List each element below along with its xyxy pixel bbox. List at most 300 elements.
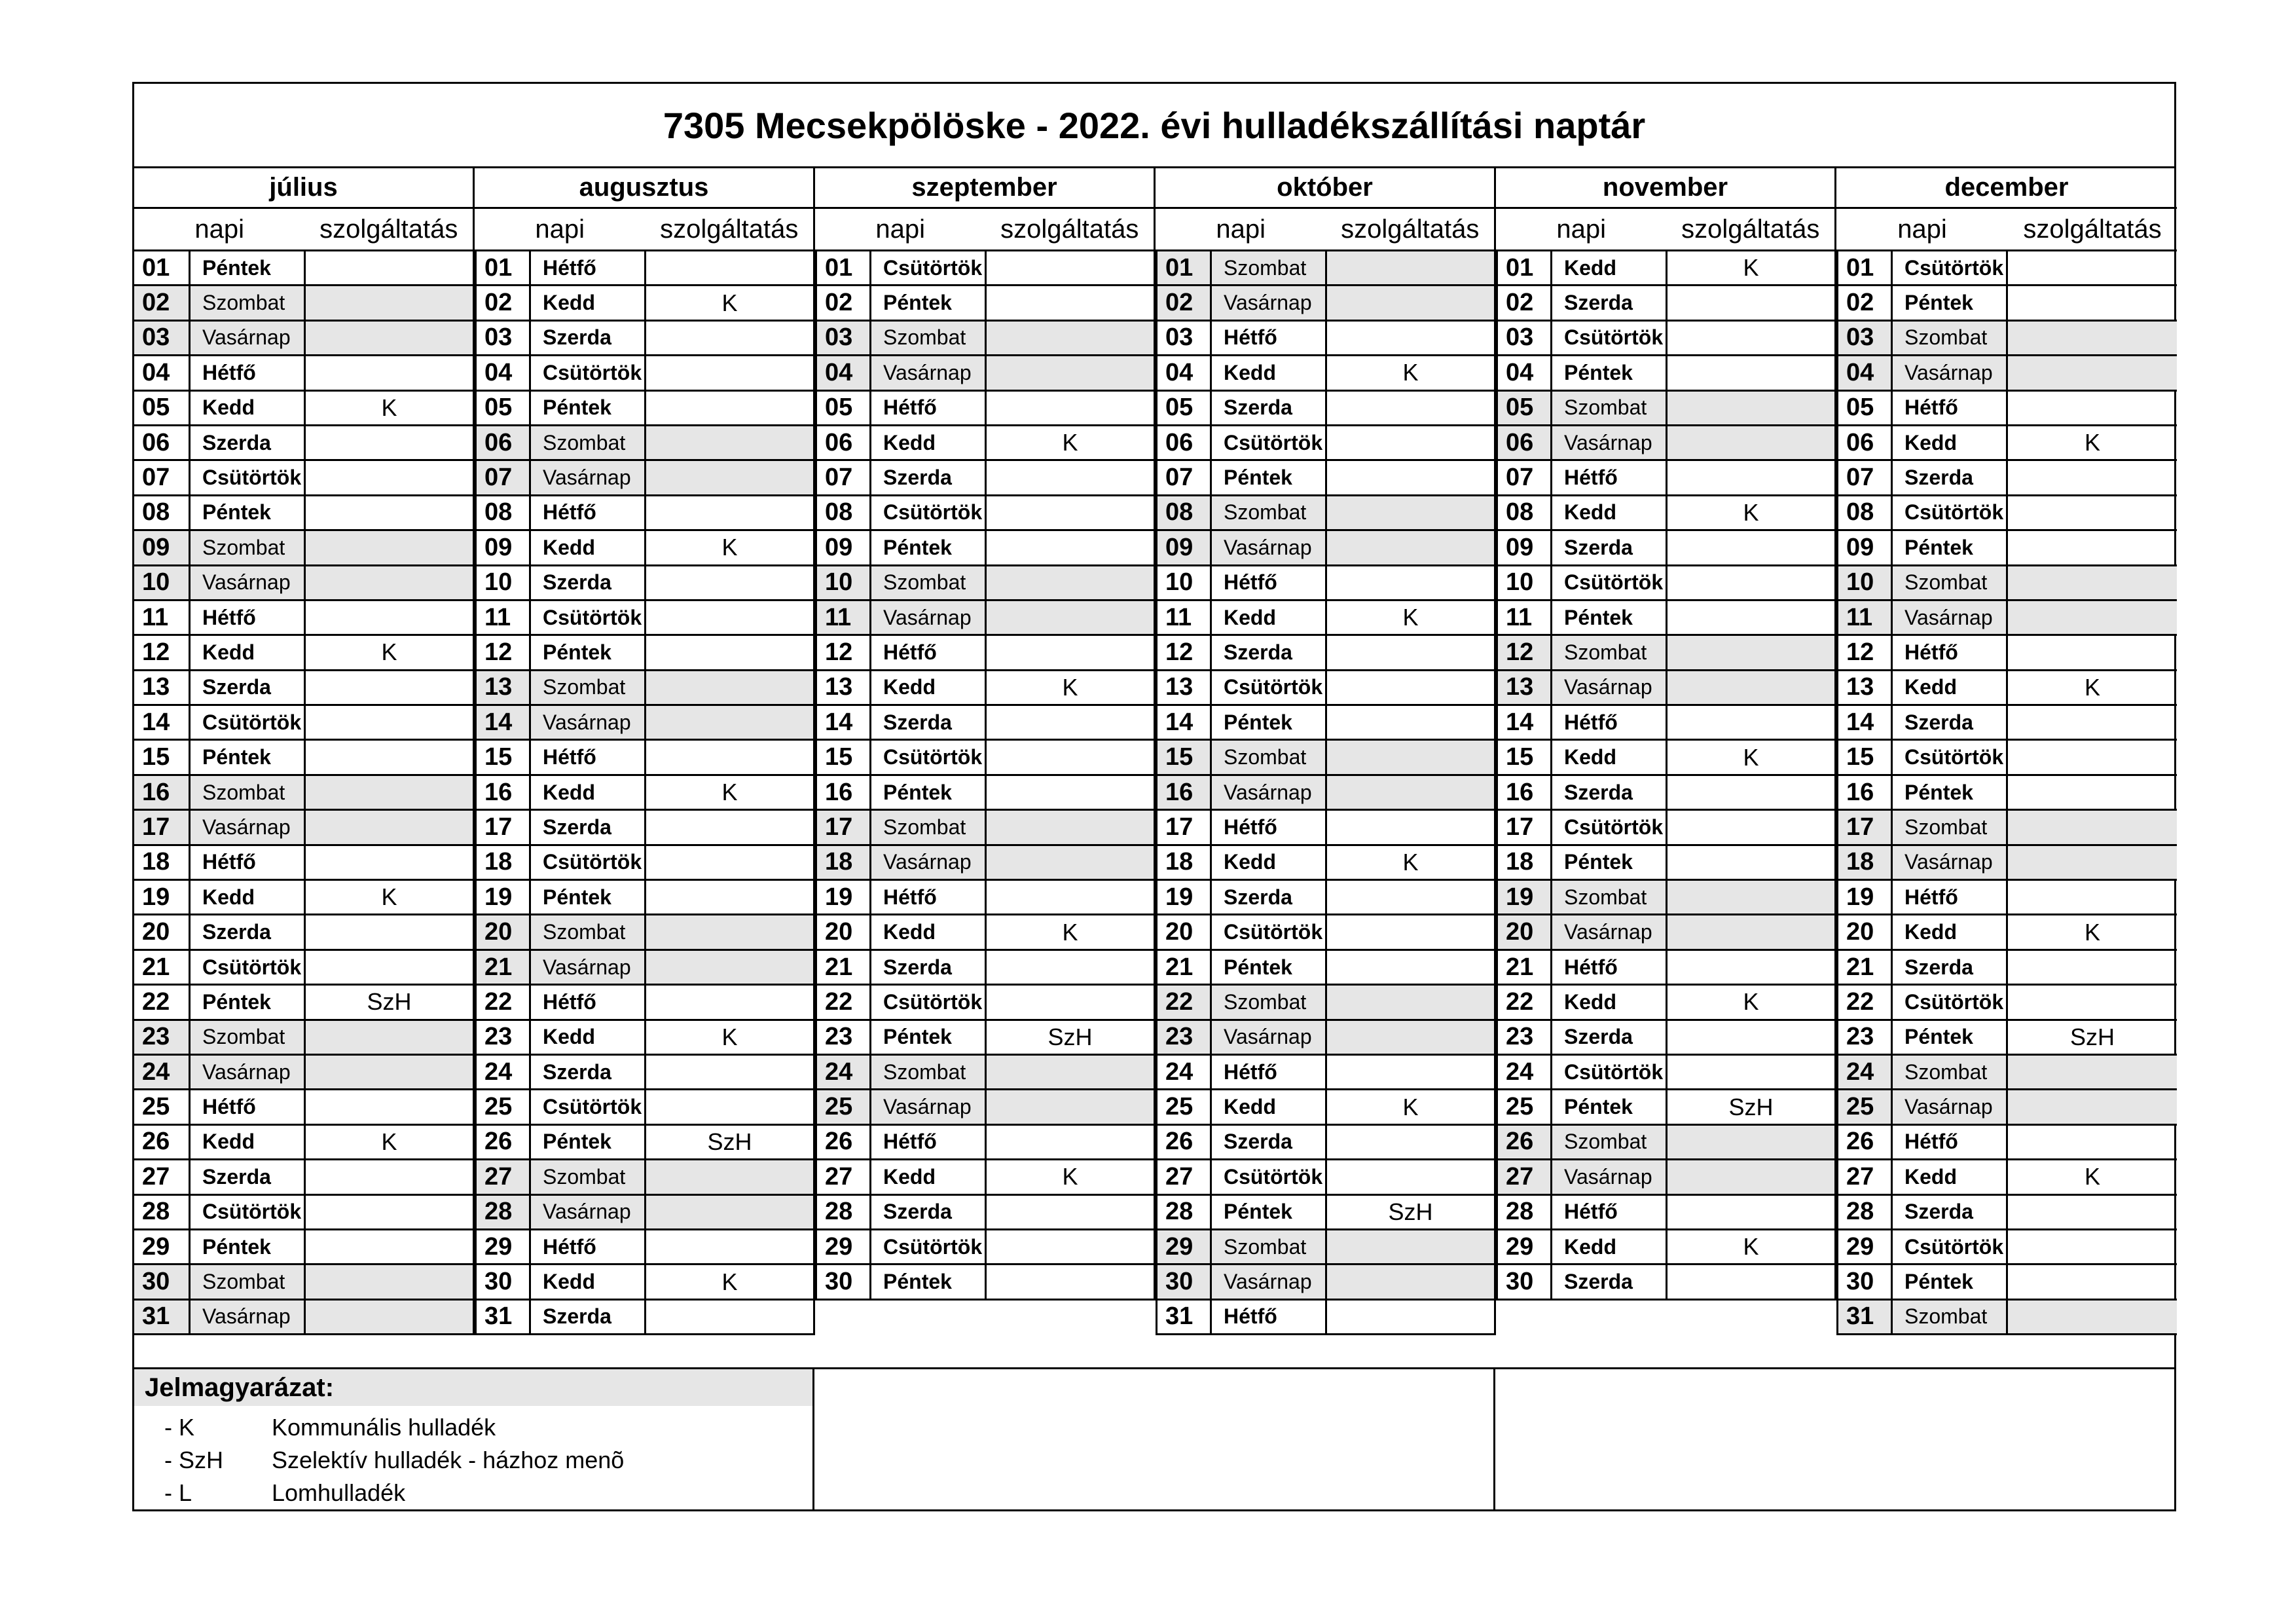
day-number: 25 — [1156, 1090, 1212, 1123]
weekday-name: Szombat — [1552, 392, 1667, 424]
day-number: 07 — [1156, 461, 1212, 494]
service-code: K — [306, 1126, 475, 1158]
service-code — [306, 1056, 475, 1088]
weekday-name: Vasárnap — [1893, 846, 2008, 879]
day-row — [1836, 1021, 2177, 1056]
service-code — [1327, 426, 1496, 459]
month-header: augusztus — [475, 168, 815, 209]
weekday-name: Csütörtök — [871, 986, 987, 1018]
weekday-name: Péntek — [1212, 951, 1327, 984]
day-row — [134, 915, 475, 950]
weekday-name: Szombat — [191, 286, 306, 319]
day-number: 17 — [134, 811, 191, 843]
service-code — [1667, 881, 1836, 913]
day-row — [1496, 392, 1836, 426]
day-row — [1156, 531, 1496, 566]
day-row — [1496, 1160, 1836, 1195]
service-code: SzH — [987, 1021, 1156, 1054]
service-code — [306, 951, 475, 984]
service-code — [1327, 322, 1496, 354]
weekday-name: Hétfő — [191, 601, 306, 634]
subheader-service: szolgáltatás — [660, 214, 799, 244]
day-row — [475, 776, 815, 811]
service-code: K — [1667, 1230, 1836, 1263]
day-row — [134, 881, 475, 915]
weekday-name: Szombat — [1893, 811, 2008, 843]
weekday-name: Vasárnap — [1212, 1265, 1327, 1298]
day-row — [1496, 1126, 1836, 1160]
service-code — [1667, 1021, 1836, 1054]
day-row — [475, 286, 815, 321]
service-code — [987, 322, 1156, 354]
day-row — [1496, 1196, 1836, 1230]
day-row — [815, 601, 1156, 636]
weekday-name: Péntek — [191, 496, 306, 529]
day-row — [1496, 1265, 1836, 1300]
weekday-name: Hétfő — [871, 392, 987, 424]
day-row — [1836, 706, 2177, 741]
weekday-name: Szerda — [1552, 531, 1667, 564]
day-row — [1836, 671, 2177, 706]
service-code — [646, 426, 815, 459]
service-code — [1327, 566, 1496, 599]
service-code — [987, 1056, 1156, 1088]
weekday-name: Vasárnap — [871, 846, 987, 879]
day-number: 06 — [815, 426, 871, 459]
service-code — [1327, 1160, 1496, 1193]
day-row — [1836, 566, 2177, 601]
day-row — [1496, 1090, 1836, 1125]
weekday-name: Vasárnap — [1552, 426, 1667, 459]
service-code — [2008, 776, 2177, 809]
service-code — [2008, 706, 2177, 739]
service-code — [987, 951, 1156, 984]
day-row — [1156, 1230, 1496, 1265]
subheader-service: szolgáltatás — [1681, 214, 1820, 244]
weekday-name: Péntek — [1552, 846, 1667, 879]
day-row — [475, 951, 815, 986]
day-row — [1496, 1056, 1836, 1090]
weekday-name: Csütörtök — [1893, 1230, 2008, 1263]
day-row — [475, 251, 815, 286]
day-number: 28 — [815, 1196, 871, 1228]
day-number: 21 — [815, 951, 871, 984]
day-number: 15 — [1496, 741, 1552, 773]
day-number: 17 — [1836, 811, 1893, 843]
service-code — [987, 356, 1156, 389]
day-row — [1496, 986, 1836, 1020]
service-code — [2008, 1126, 2177, 1158]
day-number: 08 — [815, 496, 871, 529]
day-number: 10 — [815, 566, 871, 599]
day-row — [815, 1265, 1156, 1300]
weekday-name: Csütörtök — [191, 706, 306, 739]
service-code — [2008, 811, 2177, 843]
service-code — [2008, 531, 2177, 564]
day-number: 09 — [475, 531, 531, 564]
weekday-name: Kedd — [531, 286, 646, 319]
service-code — [1327, 986, 1496, 1018]
day-row — [1156, 741, 1496, 775]
service-code: K — [2084, 918, 2100, 946]
month-header: december — [1836, 168, 2177, 209]
day-row — [1156, 846, 1496, 881]
weekday-name: Vasárnap — [531, 1196, 646, 1228]
legend-cell — [134, 1369, 814, 1511]
legend-text: Szelektív hulladék - házhoz menõ — [272, 1447, 625, 1473]
day-number: 23 — [1496, 1021, 1552, 1054]
column-subheader — [815, 209, 1156, 251]
legend-code: - K — [164, 1414, 195, 1441]
weekday-name: Szerda — [191, 1160, 306, 1193]
day-row — [1836, 251, 2177, 286]
service-code — [646, 1230, 815, 1263]
legend-text: Lomhulladék — [272, 1479, 406, 1506]
day-row — [1496, 1021, 1836, 1056]
weekday-name: Szombat — [1212, 741, 1327, 773]
day-row — [1156, 1090, 1496, 1125]
day-number: 19 — [1156, 881, 1212, 913]
weekday-name: Szerda — [1552, 776, 1667, 809]
day-number: 04 — [815, 356, 871, 389]
weekday-name: Csütörtök — [1212, 671, 1327, 704]
day-row — [1156, 601, 1496, 636]
weekday-name: Péntek — [1552, 356, 1667, 389]
weekday-name: Csütörtök — [531, 846, 646, 879]
day-row — [1496, 951, 1836, 986]
day-number: 07 — [134, 461, 191, 494]
weekday-name: Csütörtök — [871, 741, 987, 773]
service-code: K — [1327, 356, 1496, 389]
service-code: K — [306, 881, 475, 913]
day-number: 20 — [815, 915, 871, 948]
day-number: 20 — [475, 915, 531, 948]
service-code — [987, 566, 1156, 599]
day-number: 14 — [1496, 706, 1552, 739]
service-code — [987, 1126, 1156, 1158]
weekday-name: Péntek — [1893, 1265, 2008, 1298]
service-code — [2008, 951, 2177, 984]
service-code — [2008, 356, 2177, 389]
weekday-name: Szerda — [871, 1196, 987, 1228]
weekday-name: Péntek — [871, 1265, 987, 1298]
day-row — [1836, 636, 2177, 671]
day-number: 29 — [134, 1230, 191, 1263]
weekday-name: Szerda — [531, 1056, 646, 1088]
day-number: 07 — [815, 461, 871, 494]
day-number: 26 — [475, 1126, 531, 1158]
service-code — [1327, 531, 1496, 564]
day-row — [815, 251, 1156, 286]
weekday-name: Péntek — [871, 776, 987, 809]
weekday-name: Szombat — [871, 1056, 987, 1088]
day-row — [475, 881, 815, 915]
day-number: 12 — [1156, 636, 1212, 669]
day-number: 14 — [134, 706, 191, 739]
service-code — [987, 531, 1156, 564]
day-row — [1496, 706, 1836, 741]
weekday-name: Kedd — [1552, 986, 1667, 1018]
legend-item — [134, 1411, 812, 1444]
weekday-name: Vasárnap — [191, 811, 306, 843]
column-subheader — [1156, 209, 1496, 251]
day-row — [1156, 356, 1496, 391]
weekday-name: Szombat — [1552, 1126, 1667, 1158]
service-code — [1327, 671, 1496, 704]
day-row — [475, 1126, 815, 1160]
day-row — [1496, 531, 1836, 566]
day-row — [475, 671, 815, 706]
day-number: 14 — [475, 706, 531, 739]
day-number: 05 — [475, 392, 531, 424]
day-row — [815, 1090, 1156, 1125]
day-number: 04 — [1156, 356, 1212, 389]
service-code — [987, 251, 1156, 284]
weekday-name: Vasárnap — [191, 566, 306, 599]
service-code: SzH — [1667, 1090, 1836, 1123]
day-row — [1156, 776, 1496, 811]
weekday-name: Péntek — [1893, 1021, 2008, 1054]
day-row — [134, 392, 475, 426]
weekday-name: Hétfő — [1893, 881, 2008, 913]
day-row — [1836, 1196, 2177, 1230]
weekday-name: Hétfő — [1893, 1126, 2008, 1158]
weekday-name: Kedd — [871, 1160, 987, 1193]
day-row — [134, 322, 475, 356]
day-row — [815, 1196, 1156, 1230]
day-number: 15 — [134, 741, 191, 773]
weekday-name: Hétfő — [1212, 566, 1327, 599]
day-number: 03 — [815, 322, 871, 354]
weekday-name: Kedd — [531, 531, 646, 564]
service-code — [306, 1196, 475, 1228]
day-number: 18 — [134, 846, 191, 879]
service-code — [987, 741, 1156, 773]
service-code — [987, 601, 1156, 634]
day-number: 02 — [1496, 286, 1552, 319]
day-number: 23 — [1156, 1021, 1212, 1054]
service-code — [1327, 741, 1496, 773]
day-row — [1496, 251, 1836, 286]
day-number: 02 — [475, 286, 531, 319]
weekday-name: Csütörtök — [871, 496, 987, 529]
day-row — [475, 1230, 815, 1265]
day-row — [1836, 356, 2177, 391]
service-code — [1667, 531, 1836, 564]
day-number: 26 — [1156, 1126, 1212, 1158]
weekday-name: Vasárnap — [531, 461, 646, 494]
service-code: K — [1327, 1090, 1496, 1123]
weekday-name: Szerda — [1212, 881, 1327, 913]
day-number: 19 — [1496, 881, 1552, 913]
weekday-name: Péntek — [1552, 1090, 1667, 1123]
day-number: 04 — [475, 356, 531, 389]
weekday-name: Vasárnap — [1552, 671, 1667, 704]
day-row — [134, 461, 475, 496]
service-code — [646, 986, 815, 1018]
day-number: 30 — [475, 1265, 531, 1298]
day-number: 28 — [1836, 1196, 1893, 1228]
service-code — [646, 461, 815, 494]
service-code — [646, 915, 815, 948]
day-number: 12 — [1496, 636, 1552, 669]
weekday-name: Csütörtök — [1893, 986, 2008, 1018]
weekday-name: Csütörtök — [1552, 1056, 1667, 1088]
service-code — [1327, 811, 1496, 843]
weekday-name: Szerda — [191, 671, 306, 704]
weekday-name: Kedd — [1552, 251, 1667, 284]
day-number: 30 — [134, 1265, 191, 1298]
service-code — [646, 322, 815, 354]
day-number: 25 — [475, 1090, 531, 1123]
day-number: 13 — [1156, 671, 1212, 704]
day-number: 21 — [1496, 951, 1552, 984]
service-code — [1667, 286, 1836, 319]
day-row — [1156, 1056, 1496, 1090]
service-code: K — [306, 636, 475, 669]
service-code — [1667, 1265, 1836, 1298]
day-row — [134, 811, 475, 845]
day-row — [1496, 636, 1836, 671]
weekday-name: Hétfő — [191, 356, 306, 389]
weekday-name: Péntek — [531, 1126, 646, 1158]
day-number: 01 — [134, 251, 191, 284]
day-row — [1836, 392, 2177, 426]
service-code — [987, 846, 1156, 879]
day-row — [1836, 1265, 2177, 1300]
weekday-name: Vasárnap — [871, 1090, 987, 1123]
day-row — [815, 1056, 1156, 1090]
legend-empty-cell — [814, 1369, 1495, 1511]
day-number: 05 — [1156, 392, 1212, 424]
day-number: 27 — [1496, 1160, 1552, 1193]
weekday-name: Vasárnap — [191, 1301, 306, 1333]
day-row — [134, 601, 475, 636]
weekday-name: Szombat — [871, 566, 987, 599]
service-code — [1667, 776, 1836, 809]
service-code: K — [646, 1265, 815, 1298]
weekday-name: Hétfő — [1552, 1196, 1667, 1228]
day-number: 28 — [1496, 1196, 1552, 1228]
day-number: 05 — [1836, 392, 1893, 424]
weekday-name: Csütörtök — [1893, 251, 2008, 284]
day-row — [1496, 915, 1836, 950]
day-row — [475, 322, 815, 356]
day-row — [1156, 426, 1496, 461]
weekday-name: Csütörtök — [871, 251, 987, 284]
weekday-name: Vasárnap — [871, 601, 987, 634]
day-number: 16 — [134, 776, 191, 809]
day-number: 11 — [1156, 601, 1212, 634]
weekday-name: Szerda — [1552, 1021, 1667, 1054]
service-code — [306, 671, 475, 704]
weekday-name: Hétfő — [1893, 636, 2008, 669]
service-code — [2008, 881, 2177, 913]
day-row — [475, 426, 815, 461]
service-code — [306, 496, 475, 529]
service-code — [646, 881, 815, 913]
service-code — [2008, 636, 2177, 669]
service-code — [646, 1056, 815, 1088]
service-code — [1327, 1230, 1496, 1263]
weekday-name: Szombat — [871, 811, 987, 843]
service-code — [1327, 1021, 1496, 1054]
day-row — [815, 846, 1156, 881]
service-code — [1667, 1056, 1836, 1088]
column-subheader — [134, 209, 475, 251]
weekday-name: Csütörtök — [1552, 566, 1667, 599]
day-row — [475, 496, 815, 531]
weekday-name: Szombat — [531, 426, 646, 459]
service-code — [306, 915, 475, 948]
weekday-name: Csütörtök — [191, 951, 306, 984]
weekday-name: Péntek — [1212, 706, 1327, 739]
day-number: 11 — [1836, 601, 1893, 634]
weekday-name: Szombat — [191, 531, 306, 564]
weekday-name: Péntek — [191, 741, 306, 773]
day-row — [1156, 496, 1496, 531]
day-number: 13 — [134, 671, 191, 704]
day-number: 12 — [134, 636, 191, 669]
weekday-name: Csütörtök — [1552, 322, 1667, 354]
day-number: 15 — [1836, 741, 1893, 773]
day-row — [815, 671, 1156, 706]
day-number: 10 — [1496, 566, 1552, 599]
day-row — [1156, 322, 1496, 356]
month-header: július — [134, 168, 475, 209]
day-row — [815, 881, 1156, 915]
weekday-name: Csütörtök — [1552, 811, 1667, 843]
day-number: 04 — [1496, 356, 1552, 389]
service-code — [1667, 1196, 1836, 1228]
weekday-name: Hétfő — [191, 1090, 306, 1123]
weekday-name: Vasárnap — [531, 951, 646, 984]
weekday-name: Hétfő — [1212, 811, 1327, 843]
service-code — [987, 881, 1156, 913]
day-number: 16 — [1156, 776, 1212, 809]
legend-code: - SzH — [164, 1447, 223, 1473]
day-row — [134, 741, 475, 775]
service-code — [646, 706, 815, 739]
service-code — [2008, 1301, 2177, 1333]
day-row — [475, 356, 815, 391]
day-number: 30 — [815, 1265, 871, 1298]
service-code — [306, 1265, 475, 1298]
service-code — [306, 846, 475, 879]
day-row — [815, 741, 1156, 775]
day-row — [134, 1196, 475, 1230]
day-number: 04 — [134, 356, 191, 389]
day-row — [815, 986, 1156, 1020]
month-column — [1496, 168, 1836, 1301]
day-number: 24 — [1496, 1056, 1552, 1088]
weekday-name: Kedd — [1893, 915, 2008, 948]
day-number: 27 — [1836, 1160, 1893, 1193]
day-row — [134, 1160, 475, 1195]
service-code: SzH — [646, 1126, 815, 1158]
weekday-name: Szombat — [1212, 1230, 1327, 1263]
day-number: 11 — [815, 601, 871, 634]
month-column — [1156, 168, 1496, 1335]
day-number: 09 — [1496, 531, 1552, 564]
service-code — [987, 1196, 1156, 1228]
day-row — [134, 1126, 475, 1160]
service-code — [987, 811, 1156, 843]
weekday-name: Szombat — [531, 1160, 646, 1193]
day-row — [134, 1056, 475, 1090]
page-title: 7305 Mecsekpölöske - 2022. évi hulladékszállítási naptár — [134, 84, 2174, 168]
day-number: 16 — [1496, 776, 1552, 809]
